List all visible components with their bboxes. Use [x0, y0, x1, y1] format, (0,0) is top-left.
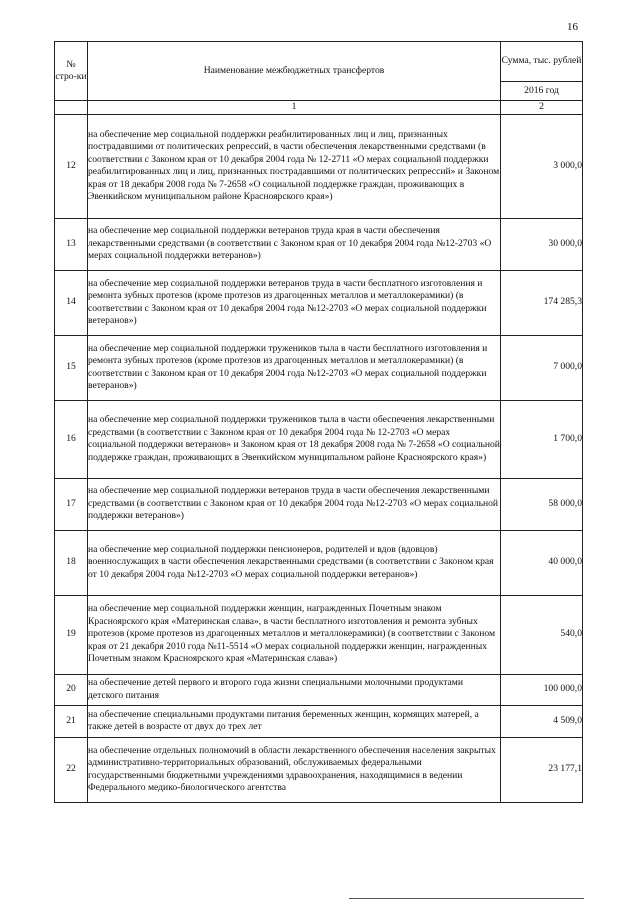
header-row-number: № стро-ки [55, 42, 88, 101]
transfer-sum: 3 000,0 [501, 114, 583, 218]
transfer-sum: 1 700,0 [501, 400, 583, 478]
row-number: 17 [55, 478, 88, 530]
transfer-sum: 23 177,1 [501, 737, 583, 802]
transfer-name: на обеспечение специальными продуктами питания беременных женщин, кормящих матерей, а также детей в возрасте от двух до трех лет [88, 705, 501, 737]
transfer-sum: 7 000,0 [501, 335, 583, 400]
column-index-empty [55, 101, 88, 115]
table-row [55, 114, 583, 218]
header-sum: Сумма, тыс. рублей [501, 42, 583, 82]
transfer-name: на обеспечение детей первого и второго года жизни специальными молочными продуктами детского питания [88, 674, 501, 705]
table-row [55, 218, 583, 270]
header-transfer-name: Наименование межбюджетных трансфертов [88, 42, 501, 101]
row-number: 21 [55, 705, 88, 737]
transfer-name: на обеспечение мер социальной поддержки ветеранов труда в части обеспечения лекарственными средствами (в соответствии с Законом края от 10 декабря 2004 года №12-2703 «О мерах социальной поддержки ветеранов») [88, 478, 501, 530]
table-row [55, 705, 583, 737]
table-row [55, 400, 583, 478]
row-number: 14 [55, 270, 88, 335]
transfer-name: на обеспечение мер социальной поддержки реабилитированных лиц и лиц, признанных пострадавшими от политических репрессий, в части обеспечения лекарственными средствами (в соответствии с Законом края от 10 декабря 2004 года № 12-2711 «О мерах социальной поддержки реабилитированных лиц и лиц, признанных пострадавшими от политических репрессий» и Законом края от 18 декабря 2008 года № 7-2658 «О социальной поддержке граждан, проживающих в Эвенкийском муниципальном районе Красноярского края») [88, 114, 501, 218]
table-row [55, 674, 583, 705]
table-row [55, 478, 583, 530]
transfer-name: на обеспечение отдельных полномочий в области лекарственного обеспечения населения закрытых административно-территориальных образований, обслуживаемых федеральными государственными бюджетными учреждениями здравоохранения, находящимися в ведении Федерального медико-биологического агентства [88, 737, 501, 802]
table-row [55, 595, 583, 674]
column-index-2: 2 [501, 101, 583, 115]
transfer-sum: 40 000,0 [501, 530, 583, 595]
row-number: 19 [55, 595, 88, 674]
table-row [55, 270, 583, 335]
table-row [55, 737, 583, 802]
column-index-1: 1 [88, 101, 501, 115]
transfer-sum: 4 509,0 [501, 705, 583, 737]
transfer-sum: 100 000,0 [501, 674, 583, 705]
row-number: 18 [55, 530, 88, 595]
transfer-name: на обеспечение мер социальной поддержки тружеников тыла в части бесплатного изготовления и ремонта зубных протезов (кроме протезов из драгоценных металлов и металлокерамики) (в соответствии с Законом края от 10 декабря 2004 года №12-2703 «О мерах социальной поддержки ветеранов») [88, 335, 501, 400]
transfer-name: на обеспечение мер социальной поддержки пенсионеров, родителей и вдов (вдовцов) военнослужащих в части обеспечения лекарственными средствами (в соответствии с Законом края от 10 декабря 2004 года №12-2703 «О мерах социальной поддержки ветеранов») [88, 530, 501, 595]
page-number: 16 [567, 21, 578, 33]
row-number: 22 [55, 737, 88, 802]
transfer-sum: 540,0 [501, 595, 583, 674]
transfer-sum: 58 000,0 [501, 478, 583, 530]
row-number: 13 [55, 218, 88, 270]
transfer-sum: 30 000,0 [501, 218, 583, 270]
table-row [55, 335, 583, 400]
row-number: 12 [55, 114, 88, 218]
table-row [55, 530, 583, 595]
transfers-table [54, 41, 583, 803]
transfer-name: на обеспечение мер социальной поддержки ветеранов труда края в части обеспечения лекарственными средствами (в соответствии с Законом края от 10 декабря 2004 года №12-2703 «О мерах социальной поддержки ветеранов») [88, 218, 501, 270]
transfer-name: на обеспечение мер социальной поддержки женщин, награжденных Почетным знаком Красноярского края «Материнская слава», в части бесплатного изготовления и ремонта зубных протезов (кроме протезов из драгоценных металлов и металлокерамики) (в соответствии с Законом края от 21 декабря 2010 года №11-5514 «О мерах социальной поддержки женщин, награжденных Почетным знаком Красноярского края «Материнская слава») [88, 595, 501, 674]
row-number: 20 [55, 674, 88, 705]
transfer-name: на обеспечение мер социальной поддержки ветеранов труда в части бесплатного изготовления и ремонта зубных протезов (кроме протезов из драгоценных металлов и металлокерамики) (в соответствии с Законом края от 10 декабря 2004 года №12-2703 «О мерах социальной поддержки ветеранов») [88, 270, 501, 335]
header-year: 2016 год [501, 81, 583, 100]
row-number: 15 [55, 335, 88, 400]
bottom-rule [349, 898, 584, 899]
transfer-sum: 174 285,3 [501, 270, 583, 335]
table-body [55, 114, 583, 802]
row-number: 16 [55, 400, 88, 478]
transfer-name: на обеспечение мер социальной поддержки тружеников тыла в части обеспечения лекарственными средствами (в соответствии с Законом края от 10 декабря 2004 года № 12-2703 «О мерах социальной поддержки ветеранов» и Законом края от 18 декабря 2008 года № 7-2658 «О социальной поддержке граждан, проживающих в Эвенкийском муниципальном районе Красноярского края») [88, 400, 501, 478]
